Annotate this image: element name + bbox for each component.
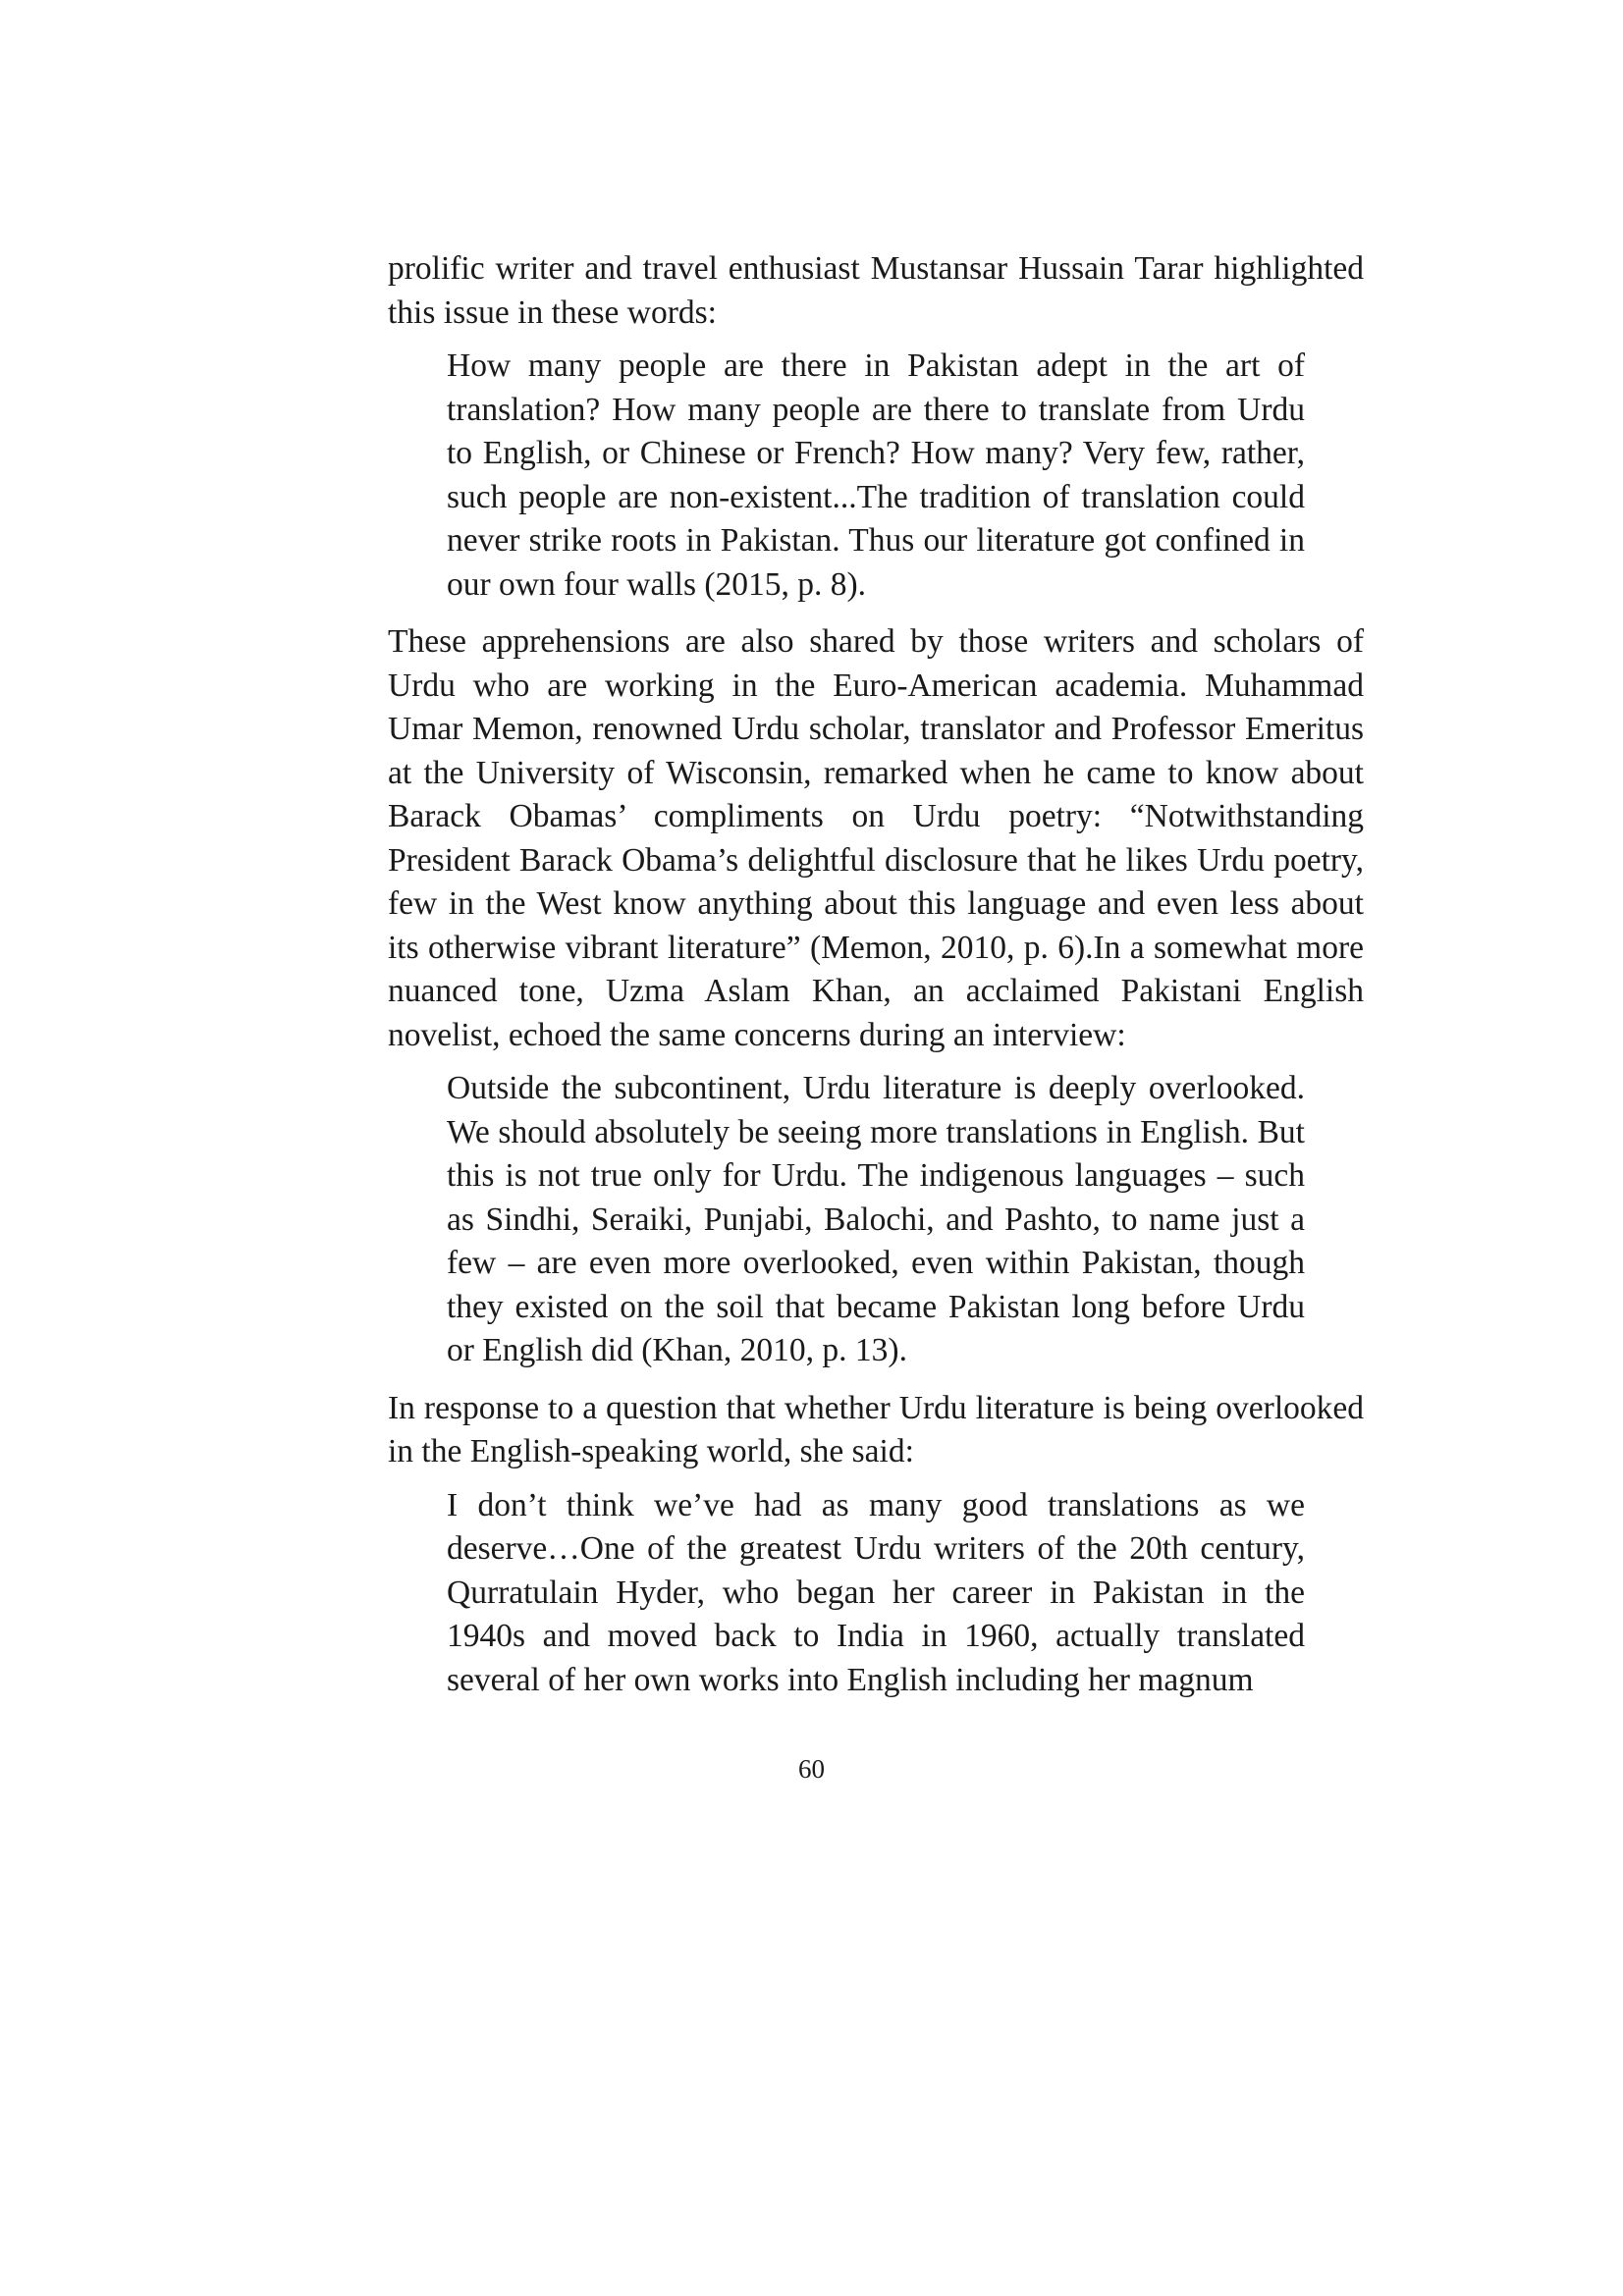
block-quote: I don’t think we’ve had as many good translations as we deserve…One of the greatest Urdu writers of the 20th century, Qurratulain Hyder, who began her career in Pakistan in the 1940s and moved back to India in 1960, actually translated several of her own works into English including her magnum [447,1486,1305,1698]
body-paragraph: In response to a question that whether Urdu literature is being overlooked in the English-speaking world, she said: [388,1389,1364,1469]
page-number: 60 [798,1754,825,1784]
block-quote: How many people are there in Pakistan adept in the art of translation? How many people are there to translate from Urdu to English, or Chinese or French? How many? Very few, rather, such people are non-existent...The tradition of translation could never strike roots in Pakistan. Thus our literature got confined in our own four walls (2015, p. 8). [447,347,1305,603]
block-quote: Outside the subcontinent, Urdu literature is deeply overlooked. We should absolutely be seeing more translations in English. But this is not true only for Urdu. The indigenous languages – such as Sindhi, Seraiki, Punjabi, Balochi, and Pashto, to name just a few – are even more overlooked, even within Pakistan, though they existed on the soil that became Pakistan long before Urdu or English did (Khan, 2010, p. 13). [447,1070,1305,1368]
body-paragraph: prolific writer and travel enthusiast Mustansar Hussain Tarar highlighted this issue in these words: [388,250,1364,331]
page-body [388,247,1364,1702]
body-paragraph: These apprehensions are also shared by those writers and scholars of Urdu who are working in the Euro-American academia. Muhammad Umar Memon, renowned Urdu scholar, translator and Professor Emeritus at the University of Wisconsin, remarked when he came to know about Barack Obamas’ compliments on Urdu poetry: “Notwithstanding President Barack Obama’s delightful disclosure that he likes Urdu poetry, few in the West know anything about this language and even less about its otherwise vibrant literature” (Memon, 2010, p. 6).In a somewhat more nuanced tone, Uzma Aslam Khan, an acclaimed Pakistani English novelist, echoed the same concerns during an interview: [388,623,1364,1053]
